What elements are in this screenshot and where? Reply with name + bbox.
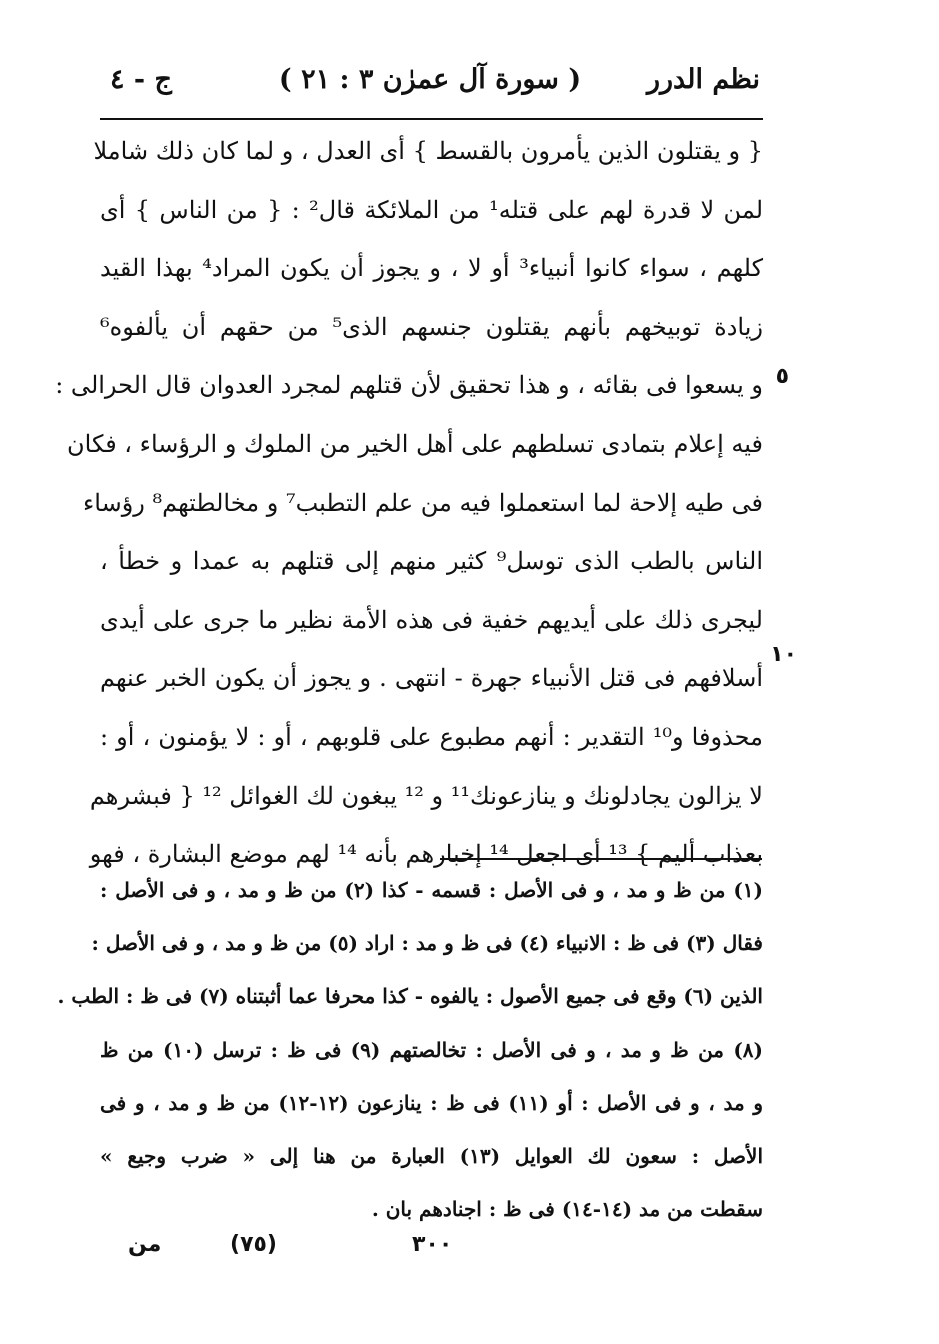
text-line: { و يقتلون الذين يأمرون بالقسط } أى العدل ، و لما كان ذلك شاملا: [93, 137, 763, 165]
header-rule: [100, 118, 763, 120]
text-line: كلهم ، سواء كانوا أنبياء³ أو لا ، و يجوز أن يكون المراد⁴ بهذا القيد: [100, 254, 763, 283]
footnotes: [57, 864, 764, 1236]
text-line: فى طيه إلاحة لما استعملوا فيه من علم التطبب⁷ و مخالطتهم⁸ رؤساء: [83, 488, 763, 517]
book-title: نظم الدرر: [646, 64, 760, 95]
footnote-line: الذين (٦) وقع فى جميع الأصول : يالفوه - كذا محرفا عما أثبتناه (٧) فى ظ : الطب .: [57, 984, 763, 1009]
surah-reference: ( سورة آل عمرٰن ٣ : ٢١ ): [278, 64, 582, 95]
text-line: أسلافهم فى قتل الأنبياء جهرة - انتهى . و يجوز أن يكون الخبر عنهم: [100, 664, 763, 693]
line-number-10: ١٠: [770, 642, 797, 667]
page-footer: [100, 1232, 763, 1272]
main-text: [55, 122, 764, 884]
signature-mark: (٧٥): [230, 1232, 277, 1257]
page-number: ٣٠٠: [412, 1232, 453, 1257]
volume-number: ج - ٤: [110, 64, 172, 95]
footnote-line: و مد ، و فى الأصل : أو (١١) فى ظ : ينازعون (١٢-١٢) من ظ و مد ، و فى: [100, 1090, 764, 1115]
text-line: فيه إعلام بتمادى تسلطهم على أهل الخير من الملوك و الرؤساء ، فكان: [67, 429, 763, 458]
catchword: من: [128, 1232, 162, 1257]
footnote-line: الأصل : سعون لك العوايل (١٣) العبارة من هنا إلى « ضرب وجيع »: [100, 1143, 764, 1168]
running-header: [100, 56, 760, 106]
footnote-line: (٨) من ظ و مد ، و فى الأصل : تخالصتهم (٩) فى ظ : ترسل (١٠) من ظ: [100, 1037, 763, 1062]
text-line: بعذاب أليم } ¹³ أى اجعل ¹⁴ إخبارهم بأنه ¹⁴ لهم موضع البشارة ، فهو: [89, 840, 763, 869]
text-line: محذوفا و¹⁰ التقدير : أنهم مطبوع على قلوبهم ، أو : لا يؤمنون ، أو :: [100, 722, 763, 751]
text-line: الناس بالطب الذى توسل⁹ كثير منهم إلى قتلهم به عمدا و خطأ ،: [100, 547, 763, 576]
text-line: ليجرى ذلك على أيديهم خفية فى هذه الأمة نظير ما جرى على أيدى: [100, 605, 763, 634]
footnote-rule: [440, 858, 762, 860]
text-line: زيادة توبيخهم بأنهم يقتلون جنسهم الذى⁵ من حقهم أن يألفوه⁶: [100, 312, 763, 341]
text-line: لا يزالون يجادلونك و ينازعونك¹¹ و ¹² يبغون لك الغوائل ¹² { فبشرهم: [89, 781, 763, 810]
text-line: و يسعوا فى بقائه ، و هذا تحقيق لأن قتلهم لمجرد العدوان قال الحرالى :: [55, 371, 763, 400]
footnote-line: فقال (٣) فى ظ : الانبياء (٤) فى ظ و مد : اراد (٥) من ظ و مد ، و فى الأصل :: [91, 931, 763, 956]
line-number-5: ٥: [775, 364, 789, 389]
text-line: لمن لا قدرة لهم على قتله¹ من الملائكة قال² : { من الناس } أى: [100, 195, 764, 224]
footnote-line: سقطت من مد (١٤-١٤) فى ظ : اجنادهم بان .: [371, 1197, 763, 1222]
footnote-line: (١) من ظ و مد ، و فى الأصل : قسمه - كذا (٢) من ظ و مد ، و فى الأصل :: [100, 878, 764, 902]
